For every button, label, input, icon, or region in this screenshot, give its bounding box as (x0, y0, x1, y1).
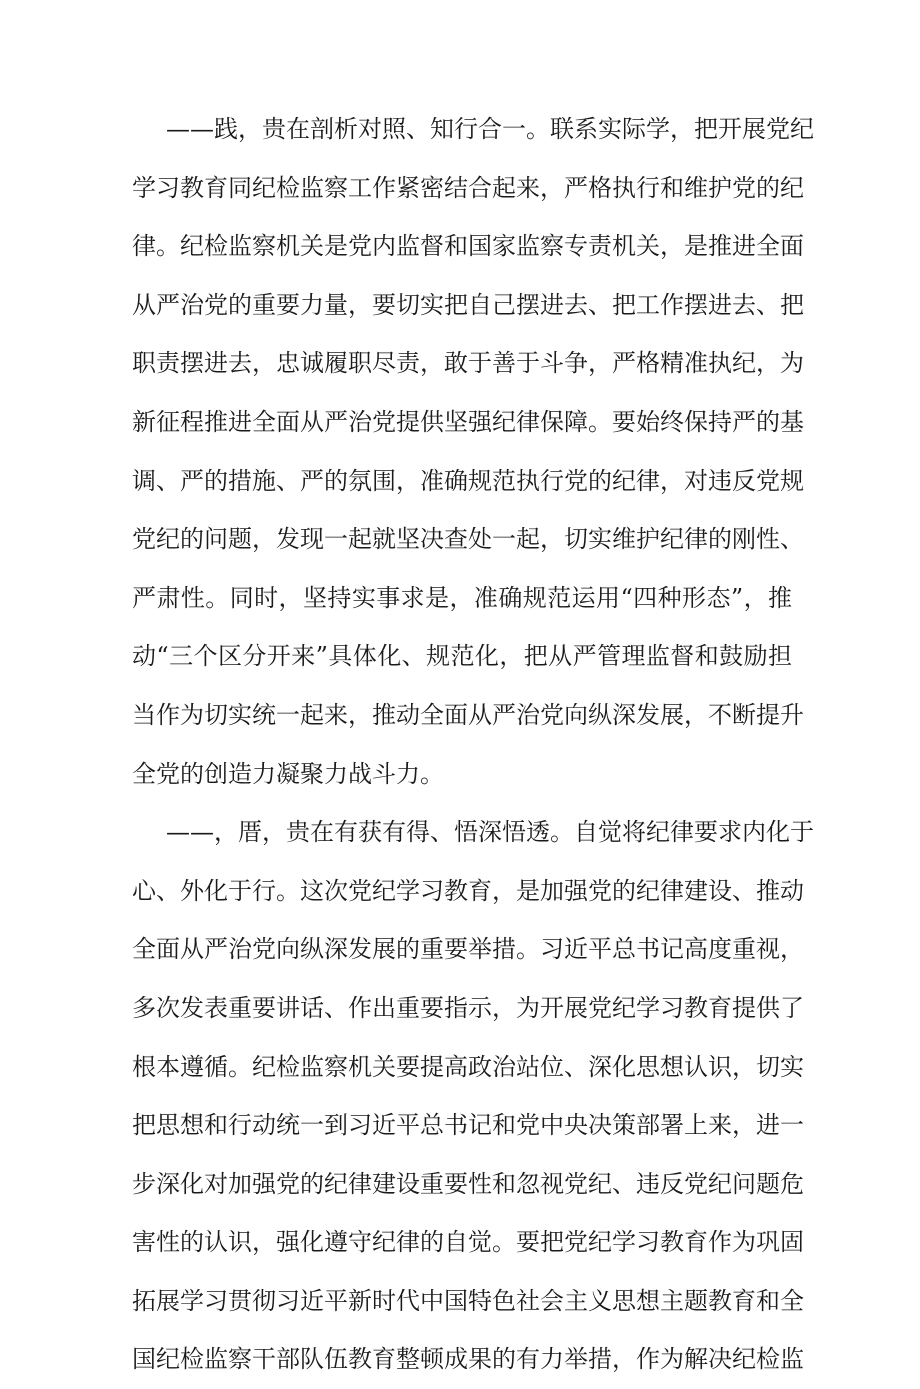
paragraph-line: 把思想和行动统一到习近平总书记和党中央决策部署上来，进一 (132, 1111, 804, 1140)
paragraph-line: 学习教育同纪检监察工作紧密结合起来，严格执行和维护党的纪 (132, 173, 804, 202)
paragraph-understanding (132, 803, 814, 1389)
paragraph-line: ——践，贵在剖析对照、知行合一。联系实际学，把开展党纪 (166, 115, 814, 143)
paragraph-line: 全党的创造力凝聚力战斗力。 (132, 759, 444, 788)
paragraph-line: ——，厝，贵在有获有得、悟深悟透。自觉将纪律要求内化于 (166, 818, 814, 847)
paragraph-line: 国纪检监察干部队伍教育整顿成果的有力举措，作为解决纪检监 (132, 1345, 804, 1374)
paragraph-line: 职责摆进去，忠诚履职尽责，敢于善于斗争，严格精准执纪，为 (132, 349, 804, 378)
paragraph-line: 多次发表重要讲话、作出重要指示，为开展党纪学习教育提供了 (132, 993, 804, 1022)
document-body (132, 100, 814, 1389)
paragraph-line: 从严治党的重要力量，要切实把自己摆进去、把工作摆进去、把 (132, 290, 804, 319)
paragraph-line: 当作为切实统一起来，推动全面从严治党向纵深发展，不断提升 (132, 700, 804, 729)
paragraph-line: 害性的认识，强化遵守纪律的自觉。要把党纪学习教育作为巩固 (132, 1228, 804, 1257)
paragraph-line: 拓展学习贯彻习近平新时代中国特色社会主义思想主题教育和全 (132, 1286, 804, 1315)
paragraph-line: 心、外化于行。这次党纪学习教育，是加强党的纪律建设、推动 (132, 876, 804, 905)
paragraph-line: 律。纪检监察机关是党内监督和国家监察专责机关，是推进全面 (132, 232, 804, 261)
paragraph-practice (132, 100, 814, 803)
paragraph-line: 严肃性。同时，坚持实事求是，准确规范运用“四种形态”，推 (132, 583, 792, 612)
paragraph-line: 动“三个区分开来”具体化、规范化，把从严管理监督和鼓励担 (132, 642, 792, 671)
paragraph-line: 调、严的措施、严的氛围，准确规范执行党的纪律，对违反党规 (132, 466, 804, 495)
paragraph-line: 党纪的问题，发现一起就坚决查处一起，切实维护纪律的刚性、 (132, 525, 804, 554)
paragraph-line: 新征程推进全面从严治党提供坚强纪律保障。要始终保持严的基 (132, 407, 804, 436)
paragraph-line: 全面从严治党向纵深发展的重要举措。习近平总书记高度重视， (132, 935, 804, 964)
paragraph-line: 步深化对加强党的纪律建设重要性和忽视党纪、违反党纪问题危 (132, 1169, 804, 1198)
paragraph-line: 根本遵循。纪检监察机关要提高政治站位、深化思想认识，切实 (132, 1052, 804, 1081)
